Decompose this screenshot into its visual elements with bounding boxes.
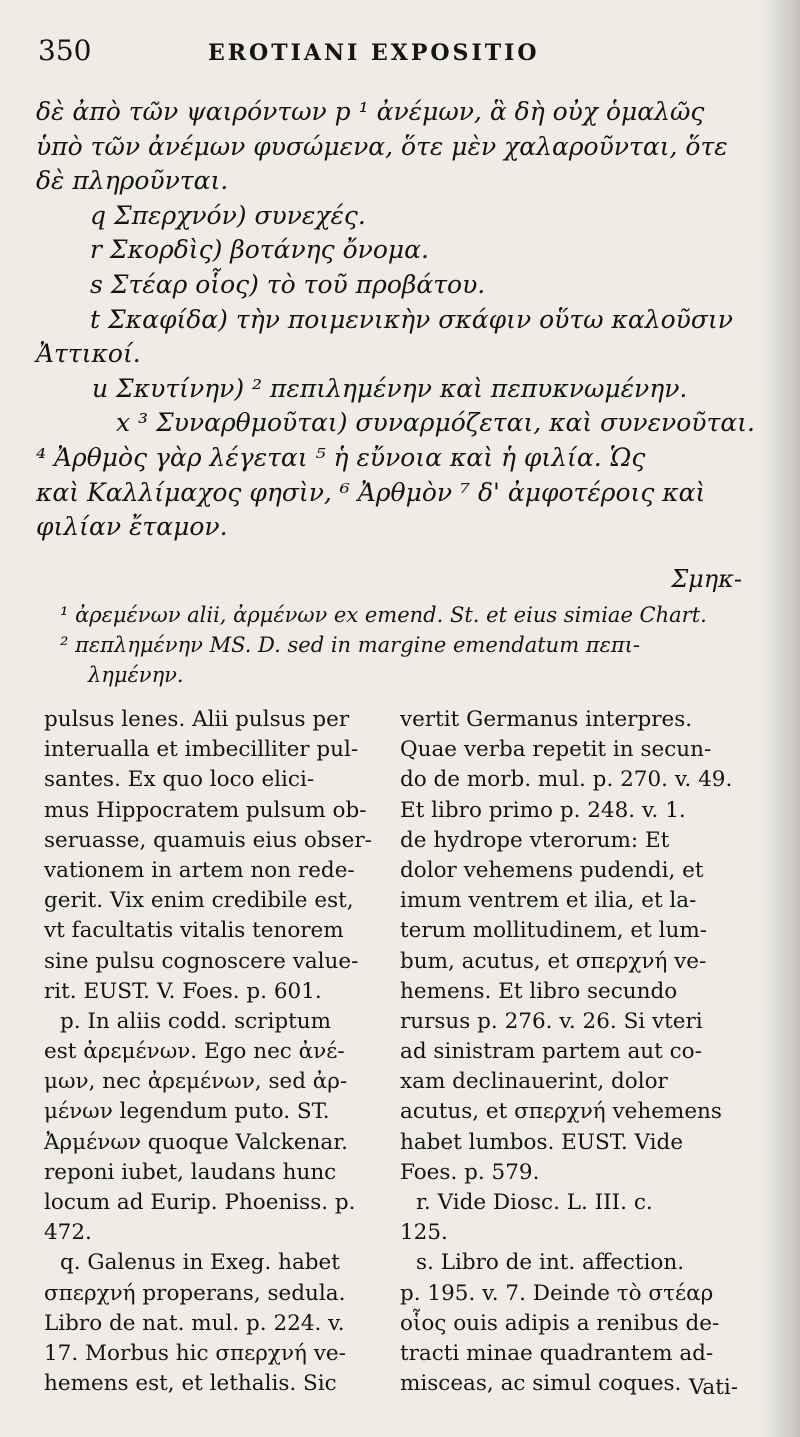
greek-line: q Σπερχνόν) συνεχές.: [90, 200, 366, 230]
greek-line: καὶ Καλλίμαχος φησὶν, ⁶ Ἀρθμὸν ⁷ δ' ἀμφοτέροις καὶ: [36, 477, 706, 507]
left-line: locum ad Eurip. Phoeniss. p.: [44, 1190, 356, 1215]
right-line: do de morb. mul. p. 270. v. 49.: [400, 767, 733, 793]
right-line: habet lumbos. EUST. Vide: [400, 1129, 684, 1155]
left-line: pulsus lenes. Alii pulsus per: [44, 707, 350, 732]
left-line: santes. Ex quo loco elici-: [44, 767, 315, 793]
left-line: reponi iubet, laudans hunc: [44, 1159, 337, 1185]
left-line: hemens est, et lethalis. Sic: [44, 1371, 337, 1397]
right-line: xam declinauerint, dolor: [400, 1069, 668, 1095]
left-line: p. In aliis codd. scriptum: [60, 1008, 331, 1034]
right-line: dolor vehemens pudendi, et: [400, 857, 704, 883]
left-line: q. Galenus in Exeg. habet: [60, 1250, 340, 1276]
right-catchword: Vati-: [688, 1375, 738, 1400]
right-column: [400, 705, 740, 1399]
right-line: 125.: [400, 1220, 448, 1246]
left-line: rit. EUST. V. Foes. p. 601.: [44, 978, 322, 1004]
greek-line: ὑπὸ τῶν ἀνέμων φυσώμενα, ὅτε μὲν χαλαροῦνται, ὅτε: [36, 131, 728, 161]
greek-line: s Στέαρ οἷος) τὸ τοῦ προβάτου.: [90, 269, 486, 299]
greek-line: δὲ πληροῦνται.: [36, 166, 229, 196]
left-line: mus Hippocratem pulsum ob-: [44, 797, 367, 823]
footnote-line: ² πεπλημένην MS. D. sed in margine emendatum πεπι-: [60, 633, 641, 657]
right-line: rursus p. 276. v. 26. Si vteri: [400, 1008, 703, 1034]
right-line: acutus, et σπερχνή vehemens: [400, 1099, 722, 1125]
right-line: Quae verba repetit in secun-: [400, 737, 712, 763]
left-line: vt facultatis vitalis tenorem: [44, 918, 344, 944]
right-line: οἷος ouis adipis a renibus de-: [400, 1310, 720, 1336]
left-line: 17. Morbus hic σπερχνή ve-: [44, 1340, 346, 1366]
catchword: Σμηκ-: [671, 565, 742, 593]
right-line: p. 195. v. 7. Deinde τὸ στέαρ: [400, 1280, 714, 1306]
running-head: EROTIANI EXPOSITIO: [208, 40, 540, 66]
left-line: vationem in artem non rede-: [44, 857, 355, 883]
right-line: Foes. p. 579.: [400, 1159, 540, 1185]
greek-line: ⁴ Ἀρθμὸς γὰρ λέγεται ⁵ ἡ εὔνοια καὶ ἡ φιλία. Ὡς: [36, 442, 646, 472]
right-line: r. Vide Diosc. L. III. c.: [416, 1190, 653, 1215]
greek-line: δὲ ἀπὸ τῶν ψαιρόντων p ¹ ἀνέμων, ἃ δὴ οὐχ ὁμαλῶς: [36, 97, 705, 126]
left-column: [44, 705, 380, 1399]
right-line: vertit Germanus interpres.: [400, 707, 693, 732]
left-line: seruasse, quamuis eius obser-: [44, 827, 372, 853]
left-line: μένων legendum puto. ST.: [44, 1099, 330, 1125]
left-line: sine pulsu cognoscere value-: [44, 948, 359, 974]
right-line: de hydrope vterorum: Et: [400, 827, 670, 853]
footnotes: [60, 600, 760, 690]
footnote-line: ¹ ἀρεμένων alii, ἀρμένων ex emend. St. et eius simiae Chart.: [60, 603, 707, 627]
greek-line: Ἀττικοί.: [36, 339, 141, 369]
left-line: gerit. Vix enim credibile est,: [44, 888, 354, 914]
footnote-line: λημένην.: [88, 663, 184, 687]
right-line: imum ventrem et ilia, et la-: [400, 888, 697, 914]
right-line: misceas, ac simul coques.: [400, 1371, 682, 1397]
right-line: ad sinistram partem aut co-: [400, 1039, 702, 1065]
left-line: Libro de nat. mul. p. 224. v.: [44, 1310, 345, 1336]
right-line: bum, acutus, et σπερχνή ve-: [400, 948, 707, 974]
right-line: tracti minae quadrantem ad-: [400, 1340, 714, 1366]
greek-line: r Σκορδὶς) βοτάνης ὄνομα.: [90, 235, 429, 265]
right-line: hemens. Et libro secundo: [400, 978, 678, 1004]
right-line: s. Libro de int. affection.: [416, 1250, 685, 1276]
greek-line: φιλίαν ἔταμον.: [36, 512, 228, 542]
greek-line: x ³ Συναρθμοῦται) συναρμόζεται, καὶ συνενοῦται.: [116, 408, 755, 438]
greek-line: u Σκυτίνην) ² πεπιλημένην καὶ πεπυκνωμένην.: [92, 373, 688, 403]
greek-line: t Σκαφίδα) τὴν ποιμενικὴν σκάφιν οὕτω καλοῦσιν: [90, 304, 733, 334]
left-line: 472.: [44, 1220, 92, 1246]
page-number: 350: [38, 34, 92, 67]
left-line: μων, nec ἀρεμένων, sed ἀρ-: [44, 1069, 348, 1095]
page-gutter-shadow: [760, 0, 800, 1437]
left-line: Ἀρμένων quoque Valckenar.: [44, 1129, 348, 1155]
right-line: terum mollitudinem, et lum-: [400, 918, 707, 944]
page-header: [38, 34, 758, 74]
left-line: σπερχνή properans, sedula.: [44, 1280, 346, 1306]
left-line: est ἀρεμένων. Ego nec ἀνέ-: [44, 1039, 345, 1065]
greek-text-block: [36, 95, 756, 545]
left-line: interualla et imbecilliter pul-: [44, 737, 359, 763]
right-line: Et libro primo p. 248. v. 1.: [400, 797, 686, 823]
